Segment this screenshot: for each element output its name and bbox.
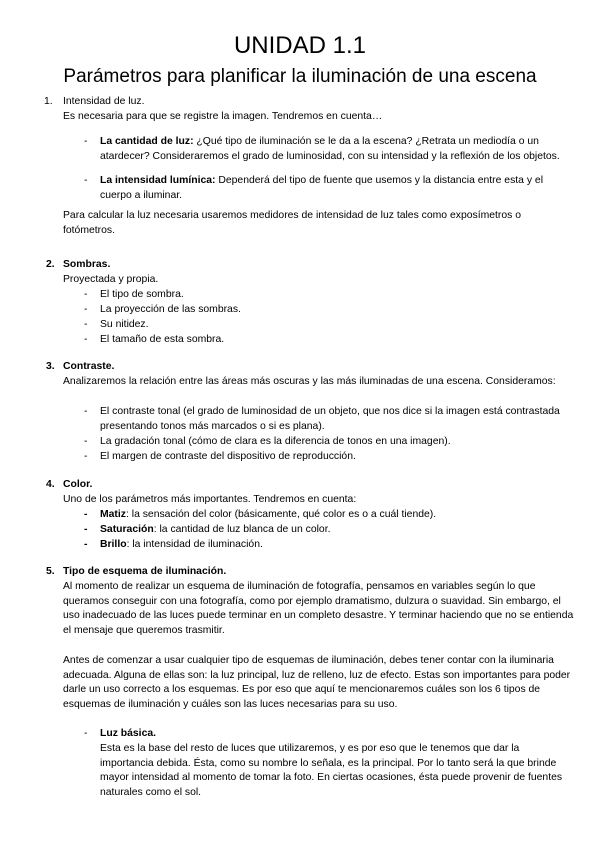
bullet-dash: - xyxy=(84,509,88,520)
section-number: 3. xyxy=(46,361,55,372)
list-item: El contraste tonal (el grado de luminosidad de un objeto, que nos dice si la imagen está contrastada presentando tonos más marcados o si es plana). xyxy=(100,406,560,432)
list-item: La proyección de las sombras. xyxy=(100,304,241,315)
bullet-dash: - xyxy=(84,539,88,550)
list-item xyxy=(100,135,575,164)
item-text: : la sensación del color (básicamente, qué color es o a cuál tiende). xyxy=(125,509,437,520)
bullet-dash: - xyxy=(84,304,88,315)
item-text: : la cantidad de luz blanca de un color. xyxy=(153,524,331,535)
section-outro: Para calcular la luz necesaria usaremos medidores de intensidad de luz tales como exposímetros o fotómetros. xyxy=(63,210,521,236)
page-title: UNIDAD 1.1 xyxy=(233,32,367,59)
section-intro: Es necesaria para que se registre la imagen. Tendremos en cuenta… xyxy=(63,111,383,122)
item-bold: Brillo xyxy=(100,539,127,550)
item-text: : la intensidad de iluminación. xyxy=(126,539,263,550)
section-number: 1. xyxy=(44,96,53,107)
item-text: Dependerá del tipo de fuente que usemos y la distancia entre esta y el cuerpo a iluminar. xyxy=(100,175,543,201)
bullet-dash: - xyxy=(84,289,88,300)
item-bold: La cantidad de luz: xyxy=(100,136,194,147)
list-item: El margen de contraste del dispositivo de reproducción. xyxy=(100,451,356,462)
list-item xyxy=(100,174,575,203)
section-heading: Contraste. xyxy=(63,361,115,372)
section-intro: Proyectada y propia. xyxy=(63,274,159,285)
bullet-dash: - xyxy=(84,451,88,462)
list-item xyxy=(100,508,436,523)
section-heading: Color. xyxy=(63,479,93,490)
bullet-dash: - xyxy=(84,728,88,739)
list-item: El tipo de sombra. xyxy=(100,289,184,300)
section-paragraph: Antes de comenzar a usar cualquier tipo de esquemas de iluminación, debes tener contar con la iluminaria adecuada. Alguna de ellas son: la luz principal, luz de relleno, luz de efecto. Estas son importantes para poder darle un uso correcto a los esquemas. Es por eso que aquí te mencionaremos cuáles son los 6 tipos de esquemas de iluminación y cuáles son las luces necesarias para su uso. xyxy=(63,655,571,710)
sub-heading: Luz básica. xyxy=(100,728,157,739)
list-item: La gradación tonal (cómo de clara es la diferencia de tonos en una imagen). xyxy=(100,436,451,447)
page-subtitle: Parámetros para planificar la iluminación de una escena xyxy=(63,66,537,87)
section-intro: Uno de los parámetros más importantes. Tendremos en cuenta: xyxy=(63,494,357,505)
section-heading: Tipo de esquema de iluminación. xyxy=(63,566,227,577)
section-number: 4. xyxy=(46,479,55,490)
bullet-dash: - xyxy=(84,334,88,345)
section-heading: Sombras. xyxy=(63,259,111,270)
section-intro: Analizaremos la relación entre las áreas más oscuras y las más iluminadas de una escena. Consideramos: xyxy=(63,376,556,387)
section-number: 5. xyxy=(46,566,55,577)
sub-paragraph: Esta es la base del resto de luces que utilizaremos, y es por eso que le tenemos que dar la importancia debida. Ésta, como su nombre lo señala, es la principal. Por lo tanto será la que brinde mayor intensidad al momento de tomar la foto. En ciertas ocasiones, ésta puede provenir de fuentes naturales como el sol. xyxy=(100,743,563,798)
list-item xyxy=(100,538,263,553)
list-item: El tamaño de esta sombra. xyxy=(100,334,225,345)
list-item: Su nitidez. xyxy=(100,319,149,330)
item-bold: La intensidad lumínica: xyxy=(100,175,216,186)
section-paragraph: Al momento de realizar un esquema de iluminación de fotografía, pensamos en variables según lo que queramos conseguir con una fotografía, como por ejemplo dramatismo, dulzura o suavidad. Sin embargo, el uso inadecuado de las luces puede terminar en un completo desastre. Y terminar haciendo que no se entienda el mensaje que queremos trasmitir. xyxy=(63,581,574,636)
bullet-dash: - xyxy=(84,175,88,186)
list-item xyxy=(100,523,330,538)
section-number: 2. xyxy=(46,259,55,270)
item-text: ¿Qué tipo de iluminación se le da a la escena? ¿Retrata un mediodía o un atardecer? Consideraremos el grado de luminosidad, con su intensidad y la reflexión de los objetos. xyxy=(100,136,560,162)
item-bold: Matiz xyxy=(100,509,126,520)
item-bold: Saturación xyxy=(100,524,154,535)
bullet-dash: - xyxy=(84,524,88,535)
bullet-dash: - xyxy=(84,406,88,417)
section-heading: Intensidad de luz. xyxy=(63,96,145,107)
bullet-dash: - xyxy=(84,136,88,147)
bullet-dash: - xyxy=(84,319,88,330)
bullet-dash: - xyxy=(84,436,88,447)
